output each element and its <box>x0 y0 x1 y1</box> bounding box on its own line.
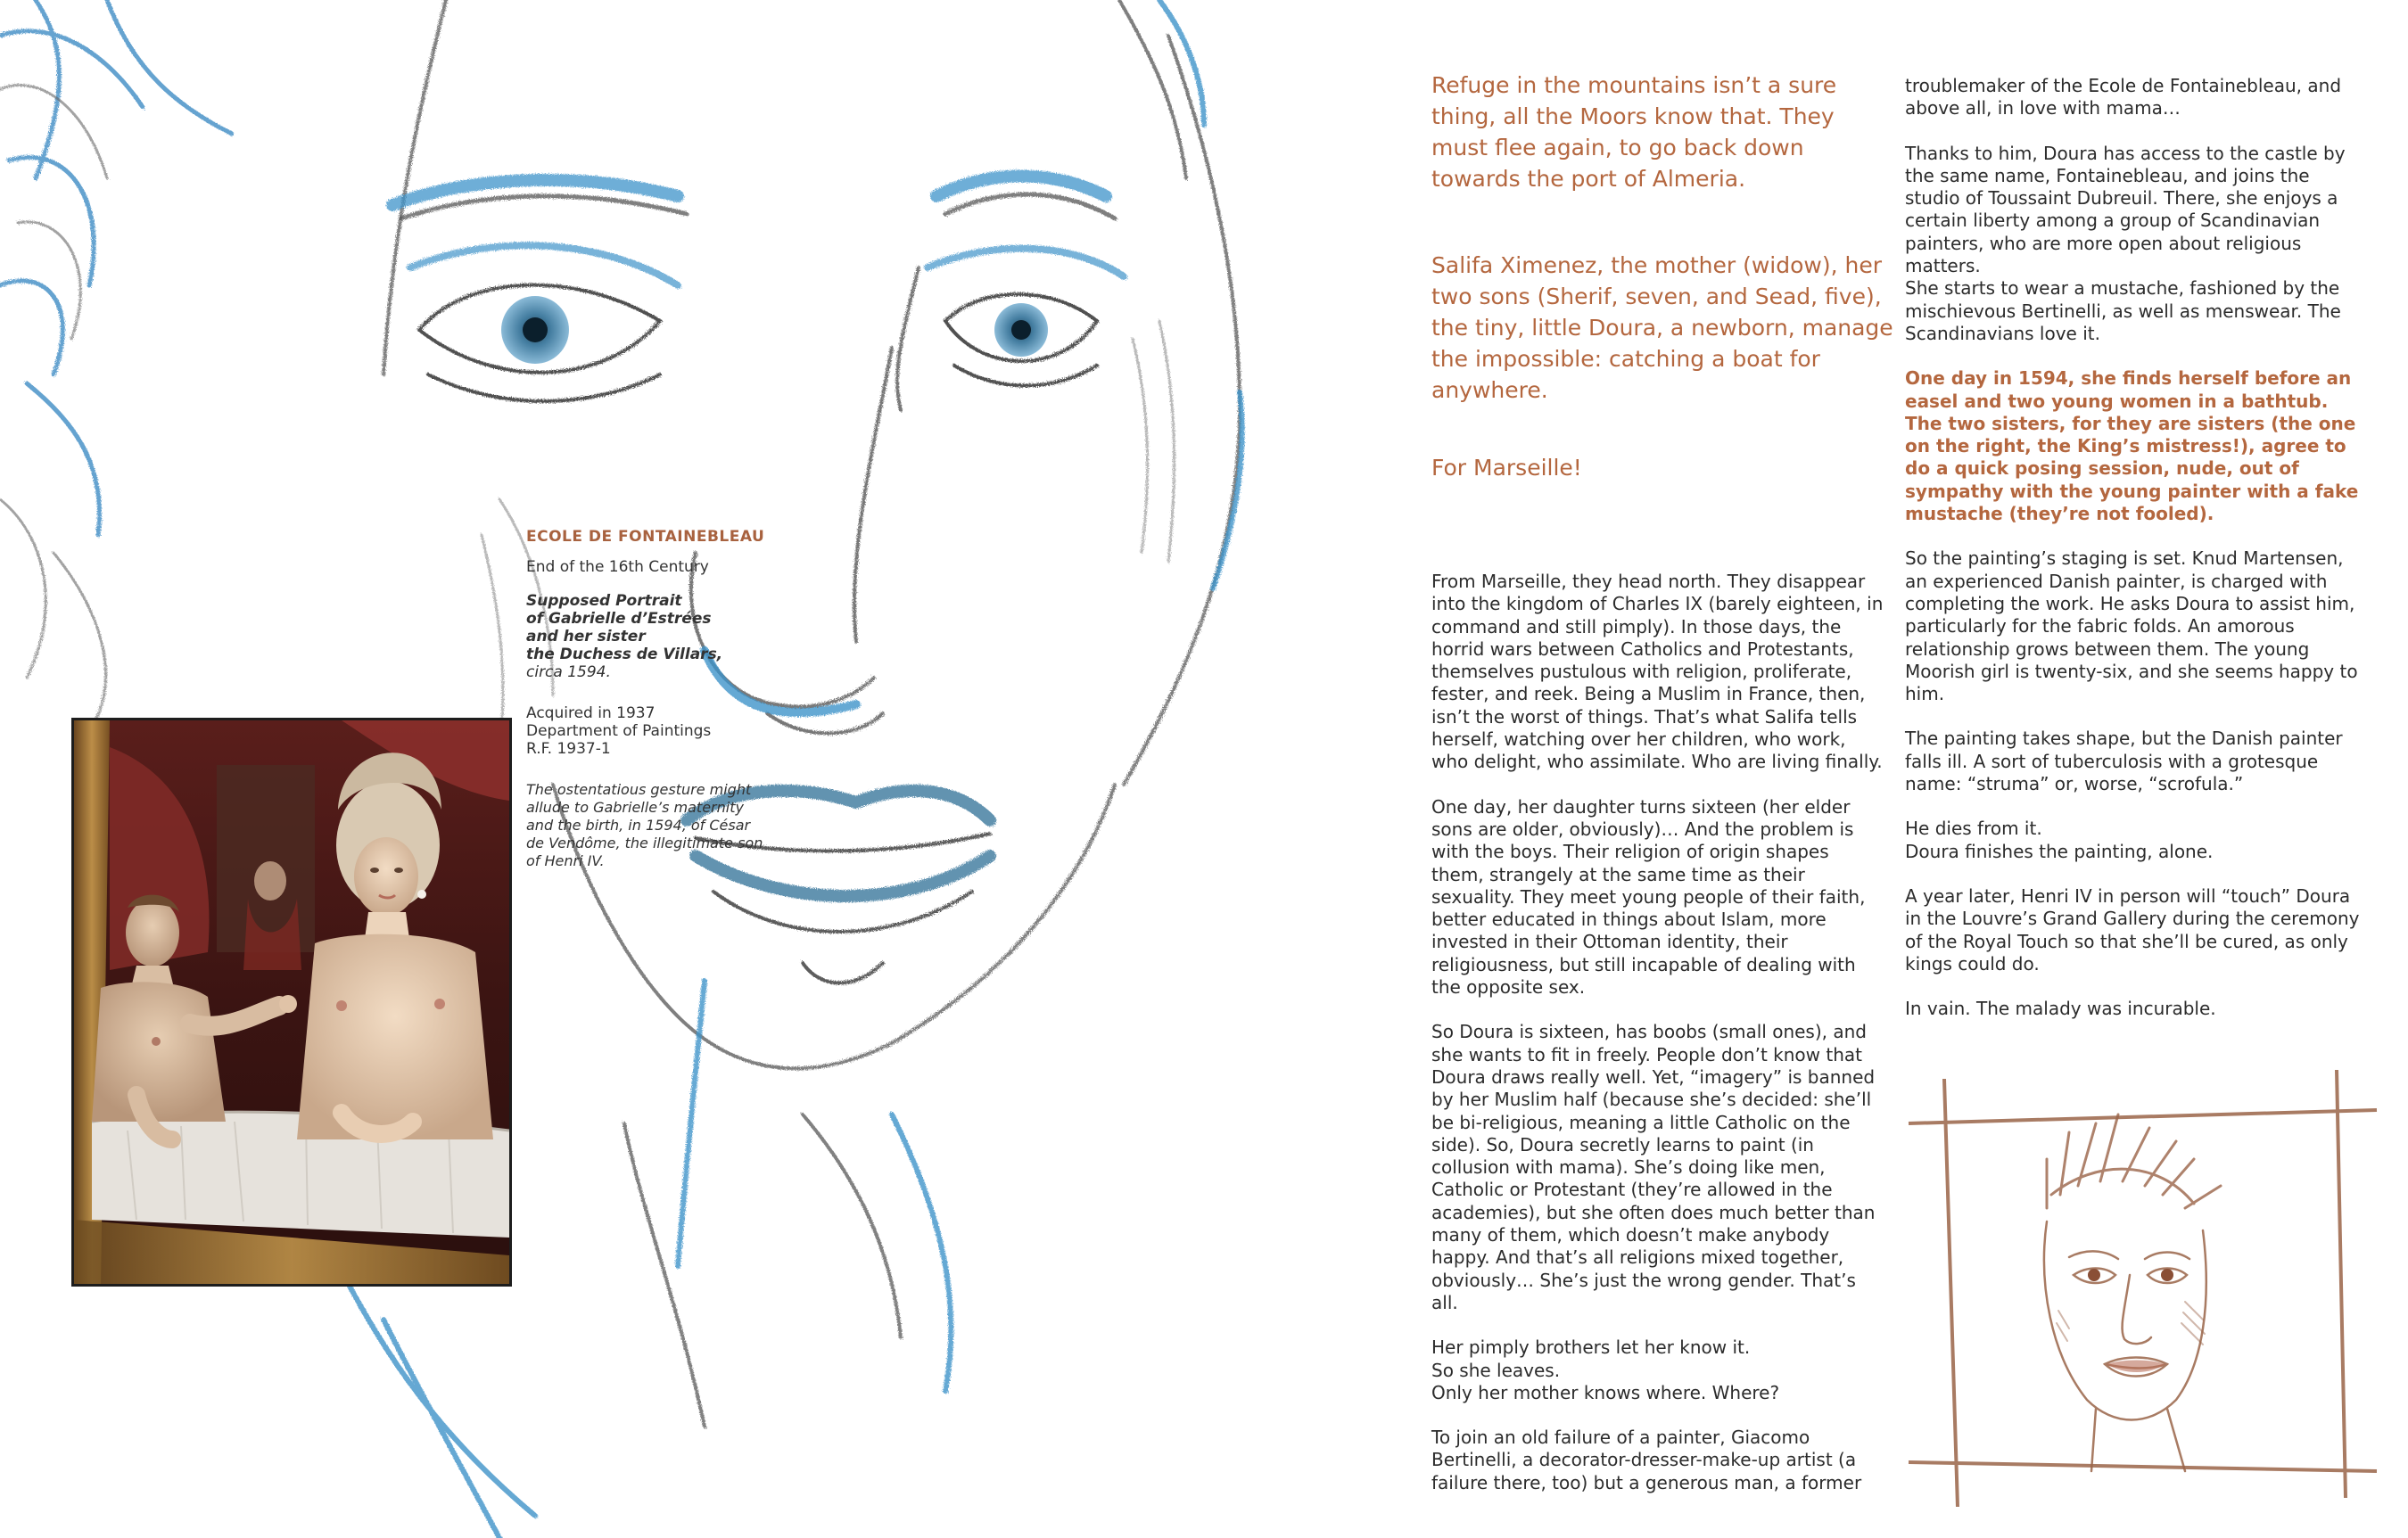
caption-department: Department of Paintings <box>526 722 712 740</box>
caption-title-line-3: and her sister <box>526 628 646 646</box>
caption-note: The ostentatious gesture might allude to Gabrielle’s maternity and the birth, in 1594, of César de Vendôme, the illegitimate son of Henri IV. <box>526 781 763 869</box>
caption-title-line-2: of Gabrielle d’Estrées <box>526 610 712 628</box>
body-paragraph: One day, her daughter turns sixteen (her elder sons are older, obviously)… And the problem is with the boys. Their religion of origin shapes them, strangely at the same time as their sexuality. They meet young people of their faith, better educated in things about Islam, more invested in their Ottoman identity, their religiousness, but still incapable of dealing with the opposite sex. <box>1431 795 1866 999</box>
body-paragraph: He dies from it. Doura finishes the painting, alone. <box>1905 818 2214 862</box>
body-paragraph: A year later, Henri IV in person will “touch” Doura in the Louvre’s Grand Gallery during the ceremony of the Royal Touch so that she’ll be cured, as only kings could do. <box>1905 884 2360 975</box>
body-column-1 <box>1431 571 1886 1517</box>
body-paragraph: The painting takes shape, but the Danish painter falls ill. A sort of tuberculosis with a grotesque name: “struma” or, worse, “scrofula.” <box>1905 728 2343 795</box>
intro-paragraph-3: For Marseille! <box>1431 455 1582 481</box>
body-paragraph: In vain. The malady was incurable. <box>1905 998 2216 1020</box>
intro-paragraph-1: Refuge in the mountains isn’t a sure thing, all the Moors know that. They must flee again, to go back down towards the port of Almeria. <box>1431 72 1837 192</box>
body-column-2 <box>1905 75 2369 1042</box>
body-paragraph: Thanks to him, Doura has access to the castle by the same name, Fontainebleau, and joins the studio of Toussaint Dubreuil. There, she enjoys a certain liberty among a group of Scandinavian painters, who are more open about religious matters. She starts to wear a mustache, fashioned by the mischievous Bertinelli, as well as menswear. The Scandinavians love it. <box>1905 142 2346 344</box>
highlighted-paragraph: One day in 1594, she finds herself before an easel and two young women in a bathtub. The two sisters, for they are sisters (the one on the right, the King’s mistress!), agree to do a quick posing session, nude, out of sympathy with the young painter with a fake mustache (they’re not fooled). <box>1905 367 2359 525</box>
body-paragraph: troublemaker of the Ecole de Fontainebleau, and above all, in love with mama… <box>1905 75 2342 119</box>
body-paragraph: So the painting’s staging is set. Knud Martensen, an experienced Danish painter, is charged with completing the work. He asks Doura to assist him, particularly for the fabric folds. An amorous relationship grows between them. The young Moorish girl is twenty-six, and she seems happy to him. <box>1905 547 2358 705</box>
painting-photo <box>71 718 512 1287</box>
caption-school: ECOLE DE FONTAINEBLEAU <box>526 528 765 546</box>
sepia-portrait-sketch <box>1891 1052 2390 1516</box>
intro-paragraph-2: Salifa Ximenez, the mother (widow), her two sons (Sherif, seven, and Sead, five), the tiny, little Doura, a newborn, manage the impossible: catching a boat for anywhere. <box>1431 252 1893 403</box>
caption-title-line-1: Supposed Portrait <box>526 592 682 610</box>
caption-period: End of the 16th Century <box>526 558 709 576</box>
body-paragraph: To join an old failure of a painter, Giacomo Bertinelli, a decorator-dresser-make-up artist (a failure there, too) but a generous man, a former <box>1431 1427 1862 1493</box>
caption-acquisition <box>526 704 767 758</box>
body-paragraph: So Doura is sixteen, has boobs (small ones), and she wants to fit in freely. People don’t know that Doura draws really well. Yet, “imagery” is banned by her Muslim half (because she’s decided: she’ll be bi-religious, meaning a little Catholic on the side). So, Doura secretly learns to paint (in collusion with mama). She’s doing like men, Catholic or Protestant (they’re allowed in the academies), but she often does much better than many of them, which doesn’t make anybody happy. And that’s all religions mixed together, obviously… She’s just the wrong gender. That’s all. <box>1431 1021 1876 1313</box>
intro-text <box>1431 70 1895 483</box>
body-paragraph: Her pimply brothers let her know it. So she leaves. Only her mother knows where. Where? <box>1431 1336 1780 1403</box>
caption-circa: circa 1594. <box>526 663 611 681</box>
body-paragraph: From Marseille, they head north. They disappear into the kingdom of Charles IX (barely eighteen, in command and still pimply). In those days, the horrid wars between Catholics and Protestants, themselves pustulous with religion, proliferate, fester, and reek. Being a Muslim in France, then, isn’t the worst of things. That’s what Salifa tells herself, watching over her children, who work, who delight, who assimilate. Who are living finally. <box>1431 571 1884 773</box>
painting-caption <box>526 528 767 884</box>
caption-title-line-4: the Duchess de Villars, <box>526 646 723 663</box>
caption-inventory-number: R.F. 1937-1 <box>526 740 611 758</box>
caption-acquired: Acquired in 1937 <box>526 704 656 722</box>
